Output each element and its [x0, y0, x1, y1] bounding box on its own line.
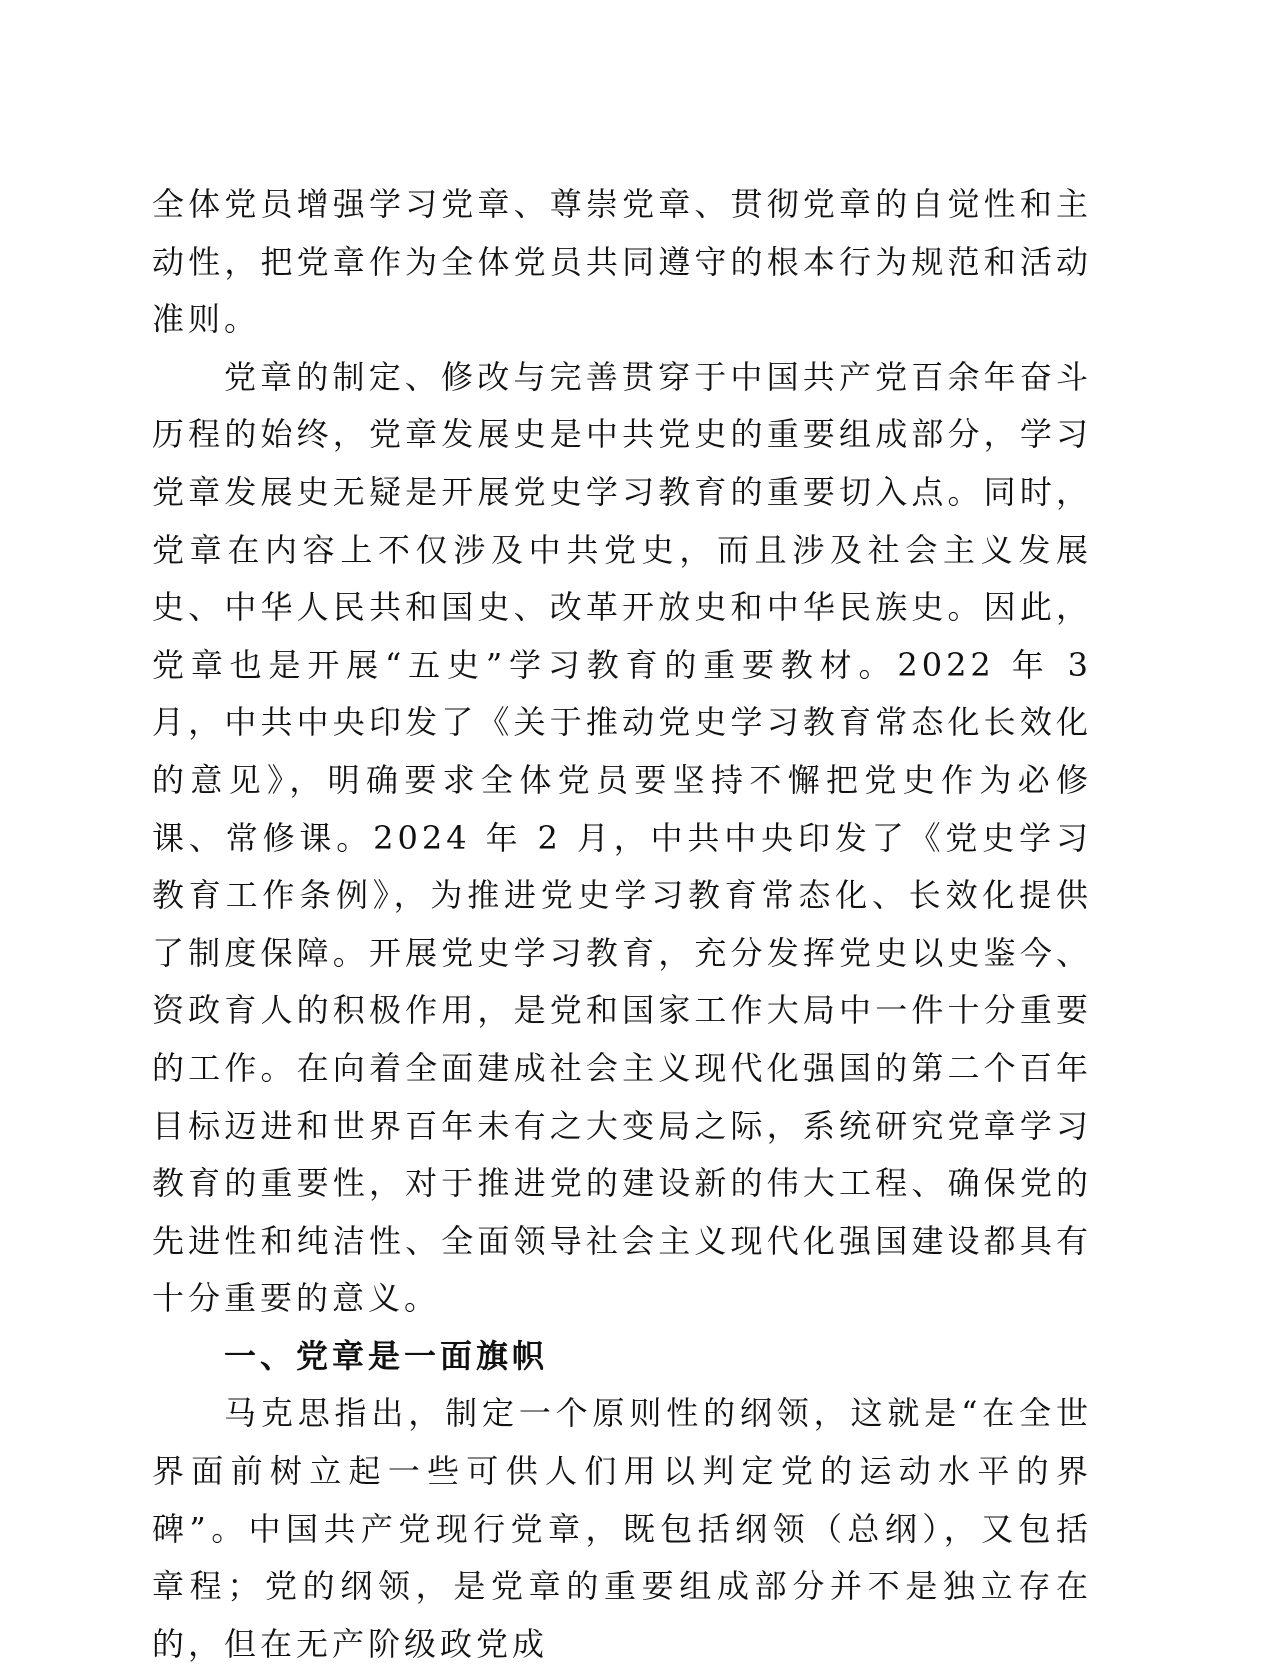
paragraph-marx-quote: 马克思指出，制定一个原则性的纲领，这就是“在全世界面前树立起一些可供人们用以判定党的运动水平的界碑”。中国共产党现行党章，既包括纲领（总纲），又包括章程；党的纲领，是党章的重要组成部分并不是独立存在的，但在无产阶级政党成	[152, 1394, 1092, 1663]
section-heading: 一、党章是一面旗帜	[224, 1336, 549, 1375]
paragraph-party-constitution-history: 党章的制定、修改与完善贯穿于中国共产党百余年奋斗历程的始终，党章发展史是中共党史的重要组成部分，学习党章发展史无疑是开展党史学习教育的重要切入点。同时，党章在内容上不仅涉及中共党史，而且涉及社会主义发展史、中华人民共和国史、改革开放史和中华民族史。因此，党章也是开展“五史”学习教育的重要教材。2022 年 3月，中共中央印发了《关于推动党史学习教育常态化长效化的意见》，明确要求全体党员要坚持不懈把党史作为必修课、常修课。2024 年 2 月，中共中央印发了《党史学习教育工作条例》，为推进党史学习教育常态化、长效化提供了制度保障。开展党史学习教育，充分发挥党史以史鉴今、资政育人的积极作用，是党和国家工作大局中一件十分重要的工作。在向着全面建成社会主义现代化强国的第二个百年目标迈进和世界百年未有之大变局之际，系统研究党章学习教育的重要性，对于推进党的建设新的伟大工程、确保党的先进性和纯洁性、全面领导社会主义现代化强国建设都具有十分重要的意义。	[152, 357, 1092, 1318]
paragraph-continuation: 全体党员增强学习党章、尊崇党章、贯彻党章的自觉性和主动性，把党章作为全体党员共同遵守的根本行为规范和活动准则。	[152, 185, 1092, 339]
document-body	[152, 176, 1092, 1673]
